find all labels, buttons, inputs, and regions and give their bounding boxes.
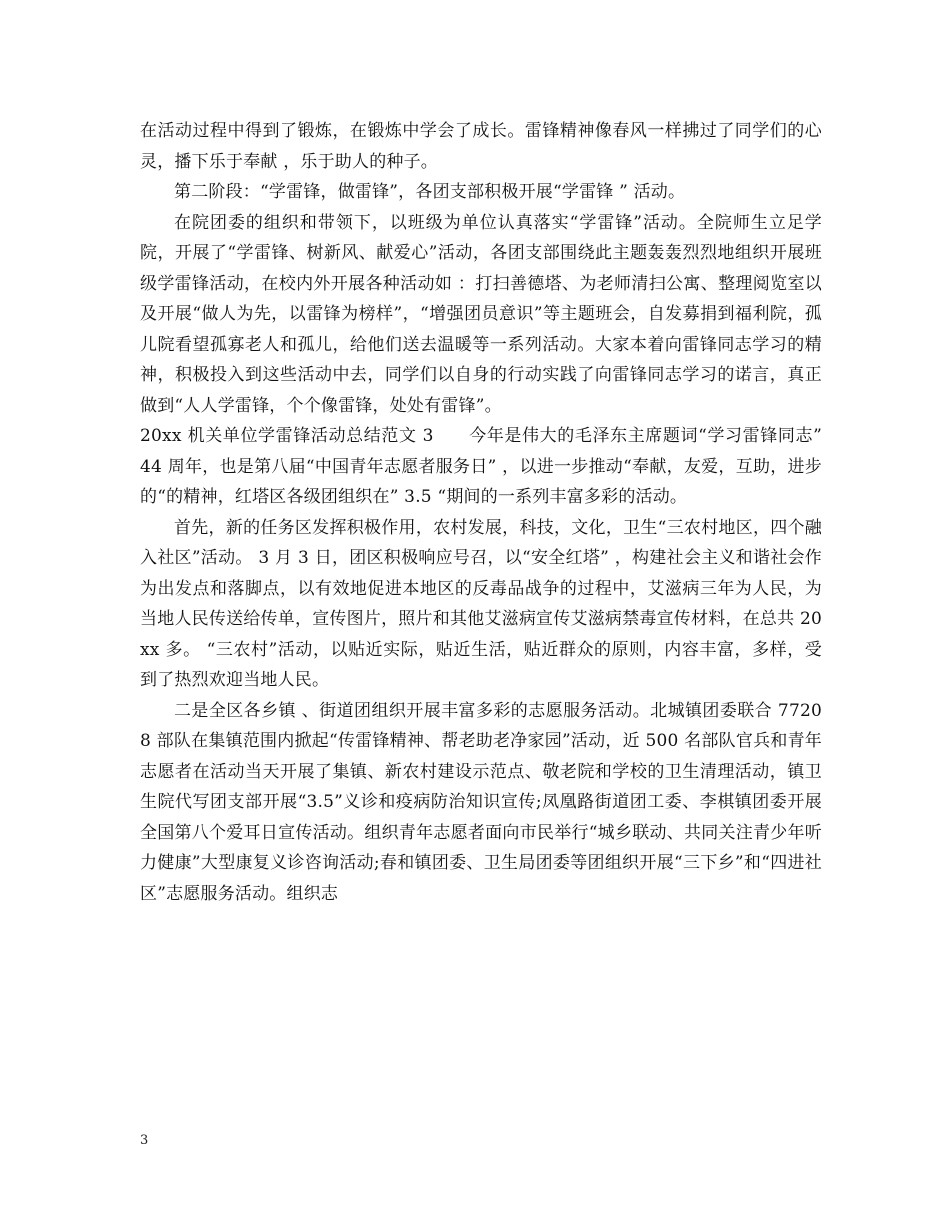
paragraph-second-point: 二是全区各乡镇 、街道团组织开展丰富多彩的志愿服务活动。北城镇团委联合 77208 部队在集镇范围内掀起“传雷锋精神、帮老助老净家园”活动，近 500 名部队官兵和青年志愿者在活动当天开展了集镇、新农村建设示范点、敬老院和学校的卫生清理活动，镇卫生院代写团支部开展“3.5”义诊和疫病防治知识宣传;凤凰路街道团工委、李棋镇团委开展全国第八个爱耳日宣传活动。组织青年志愿者面向市民举行“城乡联动、共同关注青少年听力健康”大型康复义诊咨询活动;春和镇团委、卫生局团委等团组织开展“三下乡”和“四进社区”志愿服务活动。组织志 (140, 700, 822, 904)
document-body (140, 116, 822, 909)
paragraph-first-point: 首先，新的任务区发挥积极作用，农村发展，科技，文化，卫生“三农村地区，四个融入社区”活动。 3 月 3 日，团区积极响应号召，以“安全红塔” ，构建社会主义和谐社会作为出发点和落脚点，以有效地促进本地区的反毒品战争的过程中，艾滋病三年为人民，为当地人民传送给传单，宣传图片，照片和其他艾滋病宣传艾滋病禁毒宣传材料，在总共 20xx 多。 “三农村”活动，以贴近实际，贴近生活，贴近群众的原则，内容丰富，多样，受到了热烈欢迎当地人民。 (140, 517, 822, 690)
paragraph-stage-two-body: 在院团委的组织和带领下，以班级为单位认真落实“学雷锋”活动。全院师生立足学院，开展了“学雷锋、树新风、献爱心”活动，各团支部围绕此主题轰轰烈烈地组织开展班级学雷锋活动，在校内外开展各种活动如 ：打扫善德塔、为老师清扫公寓、整理阅览室以及开展“做人为先，以雷锋为榜样”，“增强团员意识”等主题班会，自发募捐到福利院，孤儿院看望孤寡老人和孤儿，给他们送去温暖等一系列活动。大家本着向雷锋同志学习的精神，积极投入到这些活动中去，同学们以自身的行动实践了向雷锋同志学习的诺言，真正做到“人人学雷锋，个个像雷锋，处处有雷锋”。 (140, 212, 822, 416)
paragraph-summary-title: 20xx 机关单位学雷锋活动总结范文 3 今年是伟大的毛泽东主席题词“学习雷锋同志” 44 周年，也是第八届“中国青年志愿者服务日” ，以进一步推动“奉献，友爱，互助，进步的“的精神，红塔区各级团组织在” 3.5 “期间的一系列丰富多彩的活动。 (140, 426, 822, 507)
page-number: 3 (140, 1133, 149, 1148)
paragraph-continuation: 在活动过程中得到了锻炼，在锻炼中学会了成长。雷锋精神像春风一样拂过了同学们的心灵，播下乐于奉献 ，乐于助人的种子。 (140, 121, 822, 172)
paragraph-stage-two-heading: 第二阶段：“学雷锋，做雷锋”，各团支部积极开展“学雷锋 ” 活动。 (174, 182, 686, 202)
